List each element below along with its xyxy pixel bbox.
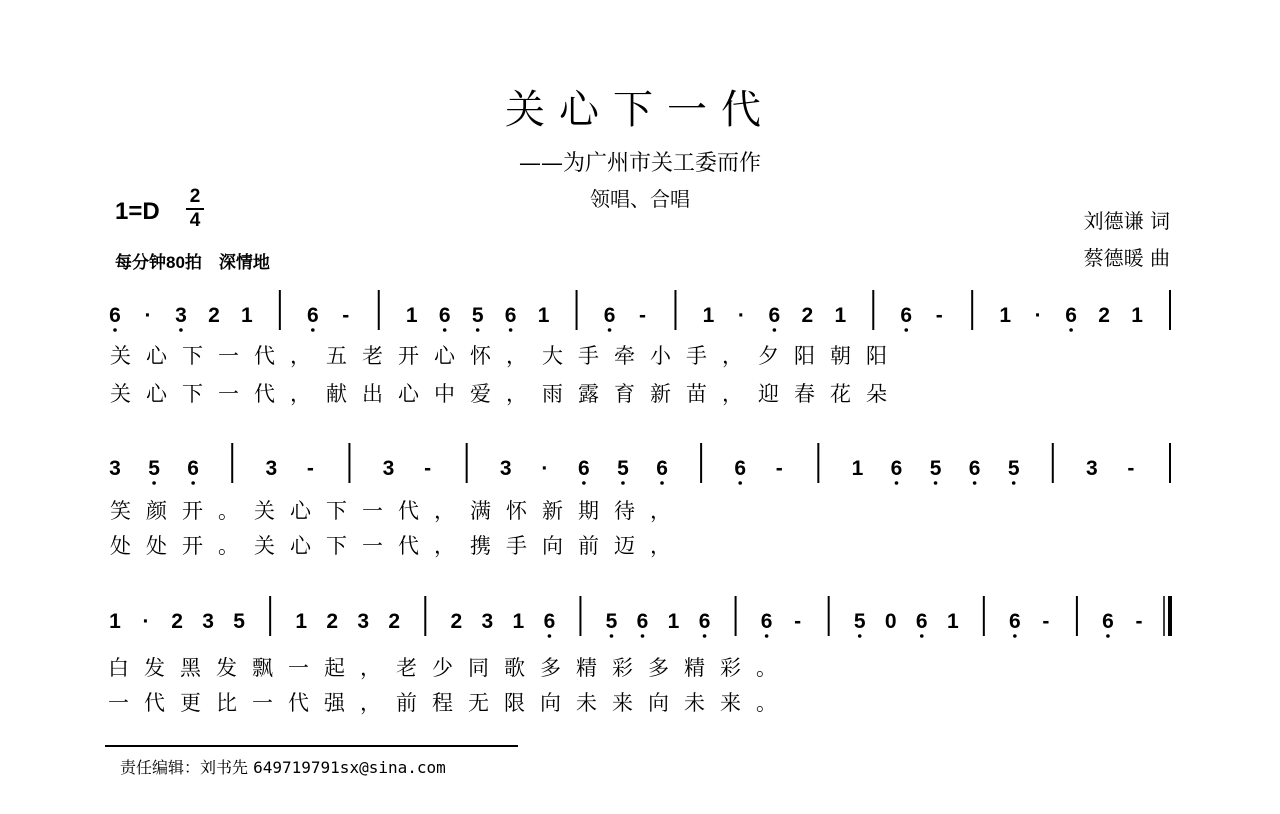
dash-extension: - (775, 457, 783, 480)
note: 3 (109, 457, 121, 480)
lower-octave-dot (773, 328, 777, 332)
note: 6 (760, 610, 773, 633)
key-signature: 1=D (115, 198, 160, 225)
lower-octave-dot (443, 328, 447, 332)
lower-octave-dot (765, 634, 769, 638)
lyricist-credit: 刘德谦 词 (1083, 209, 1170, 233)
lyrics-row-3-verse-1: 白发黑发飘一起，老少同歌多精彩多精彩。 (108, 656, 792, 680)
time-lower: 4 (189, 210, 201, 231)
note: 1 (241, 304, 253, 327)
note: 5 (233, 610, 245, 633)
lyrics-row-3-verse-2: 一代更比一代强，前程无限向未来向未来。 (108, 691, 792, 715)
dot-marker: · (737, 304, 745, 327)
note: 6 (438, 304, 451, 327)
lower-octave-dot (738, 481, 742, 485)
dash-extension: - (1135, 610, 1143, 633)
lower-octave-dot (1069, 328, 1073, 332)
note: 6 (656, 457, 668, 480)
footer-divider (105, 745, 518, 747)
editor-email: 649719791sx@sina.com (253, 758, 446, 777)
lower-octave-dot (582, 481, 586, 485)
note: 6 (109, 304, 121, 327)
note: 1 (946, 610, 959, 633)
dash-extension: - (306, 457, 314, 480)
lower-octave-dot (509, 328, 513, 332)
note: 5 (148, 457, 160, 480)
note: 2 (450, 610, 463, 633)
lower-octave-dot (610, 634, 614, 638)
note: 3 (357, 610, 370, 633)
page-title: 关心下一代 (505, 87, 775, 133)
dash-extension: - (935, 304, 943, 327)
note: 5 (853, 610, 866, 633)
note: 0 (884, 610, 897, 633)
lower-octave-dot (920, 634, 924, 638)
dot-marker: · (144, 304, 152, 327)
lower-octave-dot (152, 481, 156, 485)
lower-octave-dot (660, 481, 664, 485)
dash-extension: - (794, 610, 802, 633)
dot-marker: · (142, 610, 150, 633)
note: 6 (915, 610, 928, 633)
lower-octave-dot (934, 481, 938, 485)
note: 1 (702, 304, 715, 327)
note: 6 (1009, 610, 1021, 633)
note: 5 (1007, 457, 1020, 480)
note: 1 (512, 610, 525, 633)
note: 6 (968, 457, 981, 480)
dash-extension: - (1042, 610, 1050, 633)
time-upper: 2 (189, 186, 201, 207)
dash-extension: - (342, 304, 350, 327)
dot-marker: · (541, 457, 549, 480)
lower-octave-dot (641, 634, 645, 638)
note: 6 (306, 304, 319, 327)
dash-extension: - (424, 457, 432, 480)
note: 6 (1065, 304, 1077, 327)
tempo-marking: 每分钟80拍 深情地 (115, 253, 270, 272)
lower-octave-dot (608, 328, 612, 332)
note: 1 (999, 304, 1011, 327)
note: 2 (326, 610, 339, 633)
lower-octave-dot (191, 481, 195, 485)
note: 6 (734, 457, 747, 480)
lower-octave-dot (973, 481, 977, 485)
lower-octave-dot (1106, 634, 1110, 638)
note: 1 (405, 304, 418, 327)
note: 5 (471, 304, 484, 327)
note: 6 (187, 457, 199, 480)
note: 2 (1098, 304, 1110, 327)
note: 6 (504, 304, 517, 327)
editor-label: 责任编辑：刘书先 (120, 758, 249, 777)
note: 6 (543, 610, 556, 633)
note: 3 (382, 457, 395, 480)
lower-octave-dot (904, 328, 908, 332)
lower-octave-dot (548, 634, 552, 638)
note: 6 (1102, 610, 1114, 633)
lyrics-row-2-verse-2: 处处开。关心下一代，携手向前迈， (110, 534, 686, 558)
lower-octave-dot (621, 481, 625, 485)
note: 6 (603, 304, 616, 327)
note: 3 (481, 610, 494, 633)
note: 2 (171, 610, 183, 633)
note: 1 (851, 457, 864, 480)
lower-octave-dot (1012, 481, 1016, 485)
lower-octave-dot (113, 328, 117, 332)
lower-octave-dot (703, 634, 707, 638)
note: 1 (667, 610, 680, 633)
note: 1 (537, 304, 550, 327)
lower-octave-dot (179, 328, 183, 332)
note: 6 (636, 610, 649, 633)
note: 6 (900, 304, 913, 327)
lower-octave-dot (311, 328, 315, 332)
note: 1 (1131, 304, 1143, 327)
lyrics-row-1-verse-2: 关心下一代，献出心中爱，雨露育新苗，迎春花朵 (110, 382, 902, 406)
note: 3 (1086, 457, 1098, 480)
dash-extension: - (639, 304, 646, 327)
note: 5 (605, 610, 618, 633)
dash-extension: - (1127, 457, 1135, 480)
footer-credit (120, 755, 446, 778)
note: 1 (834, 304, 847, 327)
lyrics-row-1-verse-1: 关心下一代，五老开心怀，大手牵小手，夕阳朝阳 (110, 344, 902, 368)
note: 6 (890, 457, 903, 480)
lower-octave-dot (1013, 634, 1017, 638)
subtitle: ——为广州市关工委而作 (518, 151, 761, 176)
note: 1 (109, 610, 121, 633)
lyrics-row-2-verse-1: 笑颜开。关心下一代，满怀新期待， (110, 499, 686, 523)
note: 3 (175, 304, 187, 327)
note: 3 (265, 457, 278, 480)
note: 6 (698, 610, 711, 633)
note: 2 (388, 610, 401, 633)
note: 3 (202, 610, 214, 633)
note: 1 (295, 610, 308, 633)
performance-mode: 领唱、合唱 (590, 187, 690, 211)
dot-marker: · (1034, 304, 1042, 327)
note: 3 (499, 457, 512, 480)
note: 5 (929, 457, 942, 480)
lower-octave-dot (476, 328, 480, 332)
note: 6 (578, 457, 590, 480)
composer-credit: 蔡德暖 曲 (1083, 246, 1170, 270)
lower-octave-dot (895, 481, 899, 485)
lower-octave-dot (858, 634, 862, 638)
note: 6 (768, 304, 781, 327)
note: 5 (617, 457, 629, 480)
note: 2 (801, 304, 814, 327)
note: 2 (208, 304, 220, 327)
